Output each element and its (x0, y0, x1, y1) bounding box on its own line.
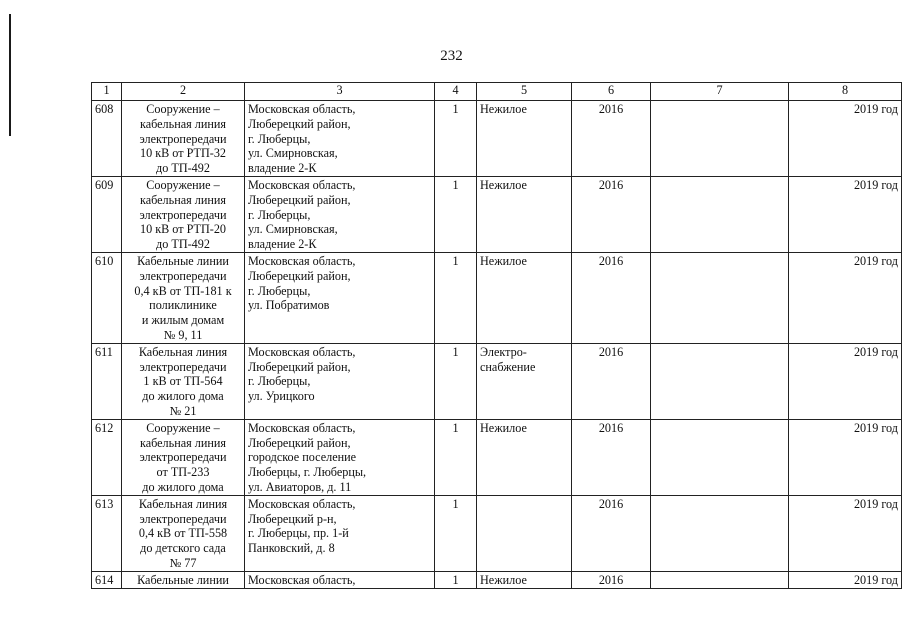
table-row (92, 343, 902, 419)
page-number: 232 (440, 48, 463, 64)
object-count: 1 (435, 419, 477, 495)
object-address: Московская область, Люберецкий район, г. Люберцы, ул. Урицкого (245, 343, 435, 419)
object-name: Кабельные линии (122, 571, 245, 588)
object-year: 2016 (572, 253, 651, 344)
object-count: 1 (435, 177, 477, 253)
column-header: 1 (92, 83, 122, 101)
object-type (477, 495, 572, 571)
object-name: Кабельная линия электропередачи 1 кВ от ТП-564 до жилого дома № 21 (122, 343, 245, 419)
object-type: Нежилое (477, 419, 572, 495)
table-row (92, 101, 902, 177)
object-address: Московская область, (245, 571, 435, 588)
object-year: 2016 (572, 343, 651, 419)
column-header: 8 (789, 83, 902, 101)
column-7-cell (651, 343, 789, 419)
object-date: 2019 год (789, 495, 902, 571)
object-name: Кабельная линия электропередачи 0,4 кВ от ТП-558 до детского сада № 77 (122, 495, 245, 571)
object-date: 2019 год (789, 419, 902, 495)
object-year: 2016 (572, 419, 651, 495)
object-year: 2016 (572, 571, 651, 588)
registry-table (91, 82, 902, 589)
object-count: 1 (435, 253, 477, 344)
object-date: 2019 год (789, 343, 902, 419)
header-row (92, 83, 902, 101)
column-7-cell (651, 571, 789, 588)
column-7-cell (651, 495, 789, 571)
object-count: 1 (435, 101, 477, 177)
object-year: 2016 (572, 177, 651, 253)
row-number: 609 (92, 177, 122, 253)
column-7-cell (651, 101, 789, 177)
table-row (92, 253, 902, 344)
column-header: 3 (245, 83, 435, 101)
object-year: 2016 (572, 101, 651, 177)
row-number: 612 (92, 419, 122, 495)
object-address: Московская область, Люберецкий район, г. Люберцы, ул. Побратимов (245, 253, 435, 344)
object-type: Электро- снабжение (477, 343, 572, 419)
object-type: Нежилое (477, 253, 572, 344)
table-row (92, 495, 902, 571)
object-date: 2019 год (789, 101, 902, 177)
object-date: 2019 год (789, 177, 902, 253)
object-address: Московская область, Люберецкий район, городское поселение Люберцы, г. Люберцы, ул. Авиаторов, д. 11 (245, 419, 435, 495)
object-type: Нежилое (477, 177, 572, 253)
object-date: 2019 год (789, 571, 902, 588)
table-row (92, 419, 902, 495)
column-7-cell (651, 177, 789, 253)
object-count: 1 (435, 495, 477, 571)
column-7-cell (651, 253, 789, 344)
object-address: Московская область, Люберецкий район, г. Люберцы, ул. Смирновская, владение 2-К (245, 101, 435, 177)
column-header: 7 (651, 83, 789, 101)
column-header: 5 (477, 83, 572, 101)
column-header: 2 (122, 83, 245, 101)
column-header: 4 (435, 83, 477, 101)
object-address: Московская область, Люберецкий р-н, г. Люберцы, пр. 1-й Панковский, д. 8 (245, 495, 435, 571)
object-type: Нежилое (477, 571, 572, 588)
object-date: 2019 год (789, 253, 902, 344)
scan-edge-line (9, 14, 11, 136)
column-header: 6 (572, 83, 651, 101)
row-number: 611 (92, 343, 122, 419)
object-name: Сооружение – кабельная линия электропередачи 10 кВ от РТП-32 до ТП-492 (122, 101, 245, 177)
object-type: Нежилое (477, 101, 572, 177)
object-count: 1 (435, 343, 477, 419)
row-number: 614 (92, 571, 122, 588)
object-year: 2016 (572, 495, 651, 571)
row-number: 610 (92, 253, 122, 344)
table-row (92, 571, 902, 588)
table-row (92, 177, 902, 253)
object-name: Кабельные линии электропередачи 0,4 кВ от ТП-181 к поликлинике и жилым домам № 9, 11 (122, 253, 245, 344)
row-number: 613 (92, 495, 122, 571)
object-count: 1 (435, 571, 477, 588)
column-7-cell (651, 419, 789, 495)
object-name: Сооружение – кабельная линия электропередачи 10 кВ от РТП-20 до ТП-492 (122, 177, 245, 253)
row-number: 608 (92, 101, 122, 177)
object-address: Московская область, Люберецкий район, г. Люберцы, ул. Смирновская, владение 2-К (245, 177, 435, 253)
object-name: Сооружение – кабельная линия электропередачи от ТП-233 до жилого дома (122, 419, 245, 495)
